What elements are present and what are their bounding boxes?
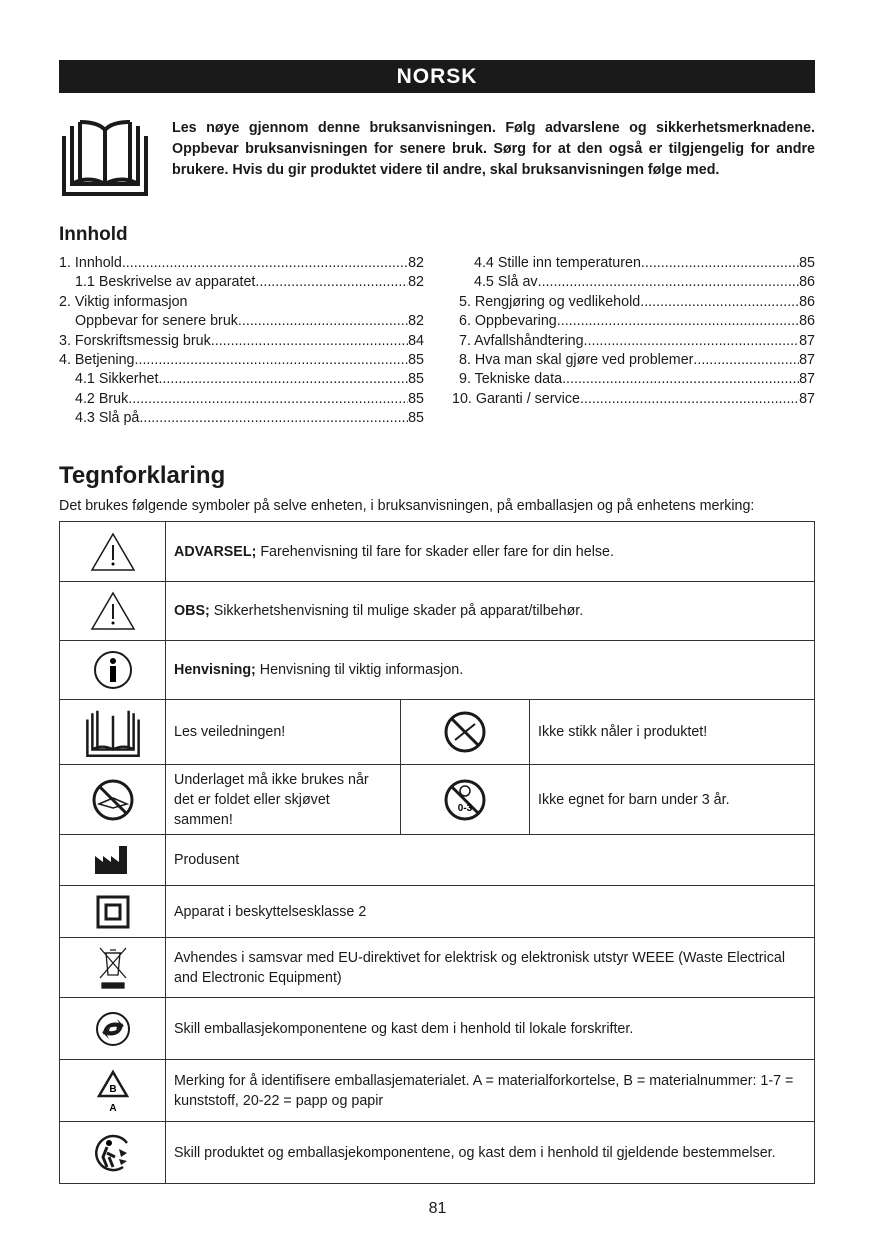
triman-icon bbox=[60, 1122, 166, 1184]
toc-entry[interactable] bbox=[59, 312, 424, 331]
class2-text: Apparat i beskyttelsesklasse 2 bbox=[166, 886, 815, 938]
toc-entry[interactable] bbox=[59, 332, 424, 351]
language-banner: NORSK bbox=[59, 60, 815, 93]
children-text: Ikke egnet for barn under 3 år. bbox=[530, 765, 815, 835]
read-text: Les veiledningen! bbox=[166, 700, 401, 765]
toc-label: Oppbevar for senere bruk bbox=[75, 313, 238, 330]
toc-page: 86 bbox=[799, 274, 815, 291]
toc-leader bbox=[562, 370, 799, 389]
toc-entry[interactable] bbox=[59, 409, 424, 428]
toc-leader bbox=[693, 351, 799, 370]
toc-page: 85 bbox=[408, 410, 424, 427]
toc-entry[interactable] bbox=[59, 273, 424, 292]
toc-label: 1.1 Beskrivelse av apparatet bbox=[75, 274, 256, 291]
warning-label: ADVARSEL; bbox=[174, 543, 257, 560]
toc-entry[interactable] bbox=[452, 370, 815, 389]
toc-entry[interactable] bbox=[59, 351, 424, 370]
table-row bbox=[60, 1122, 815, 1184]
toc-entry[interactable] bbox=[452, 273, 815, 292]
factory-icon bbox=[60, 835, 166, 886]
toc-entry[interactable] bbox=[59, 370, 424, 389]
toc-page: 87 bbox=[799, 352, 815, 369]
toc-label: 5. Rengjøring og vedlikehold bbox=[459, 293, 641, 310]
toc-left bbox=[59, 254, 424, 429]
manufacturer-text: Produsent bbox=[166, 835, 815, 886]
toc-page: 82 bbox=[408, 313, 424, 330]
toc-label: 10. Garanti / service bbox=[452, 390, 580, 407]
age-label: 0-3 bbox=[457, 802, 473, 814]
toc-leader bbox=[122, 254, 408, 273]
info-text: Henvisning til viktig informasjon. bbox=[255, 662, 464, 678]
material-abbreviation: A bbox=[108, 1102, 117, 1114]
toc-label: 9. Tekniske data bbox=[459, 371, 563, 388]
table-row bbox=[60, 886, 815, 938]
caution-icon bbox=[60, 582, 166, 641]
toc-page: 86 bbox=[799, 293, 815, 310]
book-icon bbox=[60, 116, 150, 201]
toc-page: 86 bbox=[799, 313, 815, 330]
toc-label: 8. Hva man skal gjøre ved problemer bbox=[459, 352, 694, 369]
book-icon bbox=[60, 700, 166, 765]
toc-label: 4.4 Stille inn temperaturen bbox=[474, 255, 641, 271]
toc-page: 82 bbox=[408, 274, 424, 291]
toc-page: 85 bbox=[408, 352, 424, 369]
toc-page: 87 bbox=[799, 332, 815, 349]
green-dot-icon bbox=[60, 998, 166, 1060]
toc-entry[interactable] bbox=[452, 332, 815, 351]
table-row bbox=[60, 938, 815, 998]
toc-entry[interactable] bbox=[59, 254, 424, 273]
table-row bbox=[60, 835, 815, 886]
info-label: Henvisning; bbox=[174, 662, 256, 678]
toc-leader bbox=[238, 312, 408, 331]
warning-icon bbox=[60, 522, 166, 582]
toc-entry[interactable] bbox=[452, 293, 815, 312]
toc-label: 4.1 Sikkerhet bbox=[75, 371, 159, 388]
table-row bbox=[60, 1060, 815, 1122]
info-icon bbox=[60, 641, 166, 700]
toc-label: 4.2 Bruk bbox=[75, 390, 129, 407]
toc-entry[interactable] bbox=[452, 312, 815, 331]
table-row bbox=[60, 765, 815, 835]
toc-page: 85 bbox=[408, 371, 424, 388]
toc-page: 87 bbox=[799, 371, 815, 388]
toc-title: Innhold bbox=[59, 224, 128, 245]
recycling-code-icon bbox=[60, 1060, 166, 1122]
legend-title: Tegnforklaring bbox=[59, 462, 226, 489]
green-dot-text: Skill emballasjekomponentene og kast dem i henhold til lokale forskrifter. bbox=[166, 998, 815, 1060]
toc-leader bbox=[135, 351, 409, 370]
legend-subtitle: Det brukes følgende symboler på selve enheten, i bruksanvisningen, på emballasjen og på enhetens merking: bbox=[59, 498, 755, 514]
table-row bbox=[60, 522, 815, 582]
toc-right bbox=[452, 254, 815, 409]
toc-label: 4.5 Slå av bbox=[474, 274, 538, 291]
toc-label: 6. Oppbevaring bbox=[459, 313, 557, 330]
folded-text: Underlaget må ikke brukes når det er foldet eller skjøvet sammen! bbox=[166, 765, 401, 835]
caution-label: OBS; bbox=[174, 603, 210, 619]
toc-leader bbox=[128, 390, 408, 409]
no-needles-icon bbox=[401, 700, 530, 765]
intro-text: Les nøye gjennom denne bruksanvisningen. Følg advarslene og sikkerhetsmerknadene. Oppbevar bruksanvisningen for senere bruk. Sørg for at den også er tilgjengelig for andre brukere. Hvis du gir produktet videre til andre, skal bruksanvisningen følge med. bbox=[172, 120, 815, 178]
toc-entry[interactable] bbox=[452, 390, 815, 409]
recycling-text: Merking for å identifisere emballasjematerialet. A = materialforkortelse, B = materialnummer: 1-7 = kunststoff, 20-22 = papp og papir bbox=[166, 1060, 815, 1122]
no-children-icon bbox=[401, 765, 530, 835]
toc-label: 7. Avfallshåndtering bbox=[459, 332, 584, 349]
toc-label: 4.3 Slå på bbox=[75, 410, 140, 427]
table-row bbox=[60, 700, 815, 765]
page-number: 81 bbox=[428, 1200, 447, 1217]
toc-label: 2. Viktig informasjon bbox=[59, 293, 188, 310]
needles-text: Ikke stikk nåler i produktet! bbox=[530, 700, 815, 765]
weee-bin-icon bbox=[60, 938, 166, 998]
weee-text: Avhendes i samsvar med EU-direktivet for elektrisk og elektronisk utstyr WEEE (Waste Electrical and Electronic Equipment) bbox=[166, 938, 815, 998]
table-row bbox=[60, 582, 815, 641]
toc-leader bbox=[580, 390, 799, 409]
toc-page: 85 bbox=[408, 390, 424, 407]
toc-leader bbox=[211, 332, 408, 351]
toc-page: 85 bbox=[799, 255, 815, 271]
toc-leader bbox=[255, 273, 408, 292]
toc-page: 82 bbox=[408, 255, 424, 271]
toc-label: 3. Forskriftsmessig bruk bbox=[59, 332, 211, 349]
toc-entry[interactable] bbox=[59, 390, 424, 409]
warning-text: Farehenvisning til fare for skader eller fare for din helse. bbox=[256, 543, 614, 560]
symbol-table bbox=[59, 521, 815, 1184]
table-row bbox=[60, 641, 815, 700]
toc-entry[interactable] bbox=[59, 293, 424, 312]
toc-entry[interactable] bbox=[452, 254, 815, 273]
toc-leader bbox=[538, 273, 800, 292]
double-insulation-icon bbox=[60, 886, 166, 938]
toc-entry[interactable] bbox=[452, 351, 815, 370]
caution-text: Sikkerhetshenvisning til mulige skader på apparat/tilbehør. bbox=[209, 603, 584, 619]
no-folding-icon bbox=[60, 765, 166, 835]
triman-text: Skill produktet og emballasjekomponentene, og kast dem i henhold til gjeldende bestemmelser. bbox=[166, 1122, 815, 1184]
toc-page: 84 bbox=[408, 332, 424, 349]
toc-leader bbox=[584, 332, 800, 351]
toc-leader bbox=[641, 254, 799, 273]
material-number: B bbox=[108, 1083, 117, 1095]
toc-leader bbox=[640, 293, 799, 312]
toc-leader bbox=[139, 409, 408, 428]
toc-leader bbox=[557, 312, 799, 331]
toc-leader bbox=[158, 370, 408, 389]
table-row bbox=[60, 998, 815, 1060]
toc-page: 87 bbox=[799, 390, 815, 407]
toc-label: 4. Betjening bbox=[59, 352, 135, 369]
toc-label: 1. Innhold bbox=[59, 255, 122, 271]
